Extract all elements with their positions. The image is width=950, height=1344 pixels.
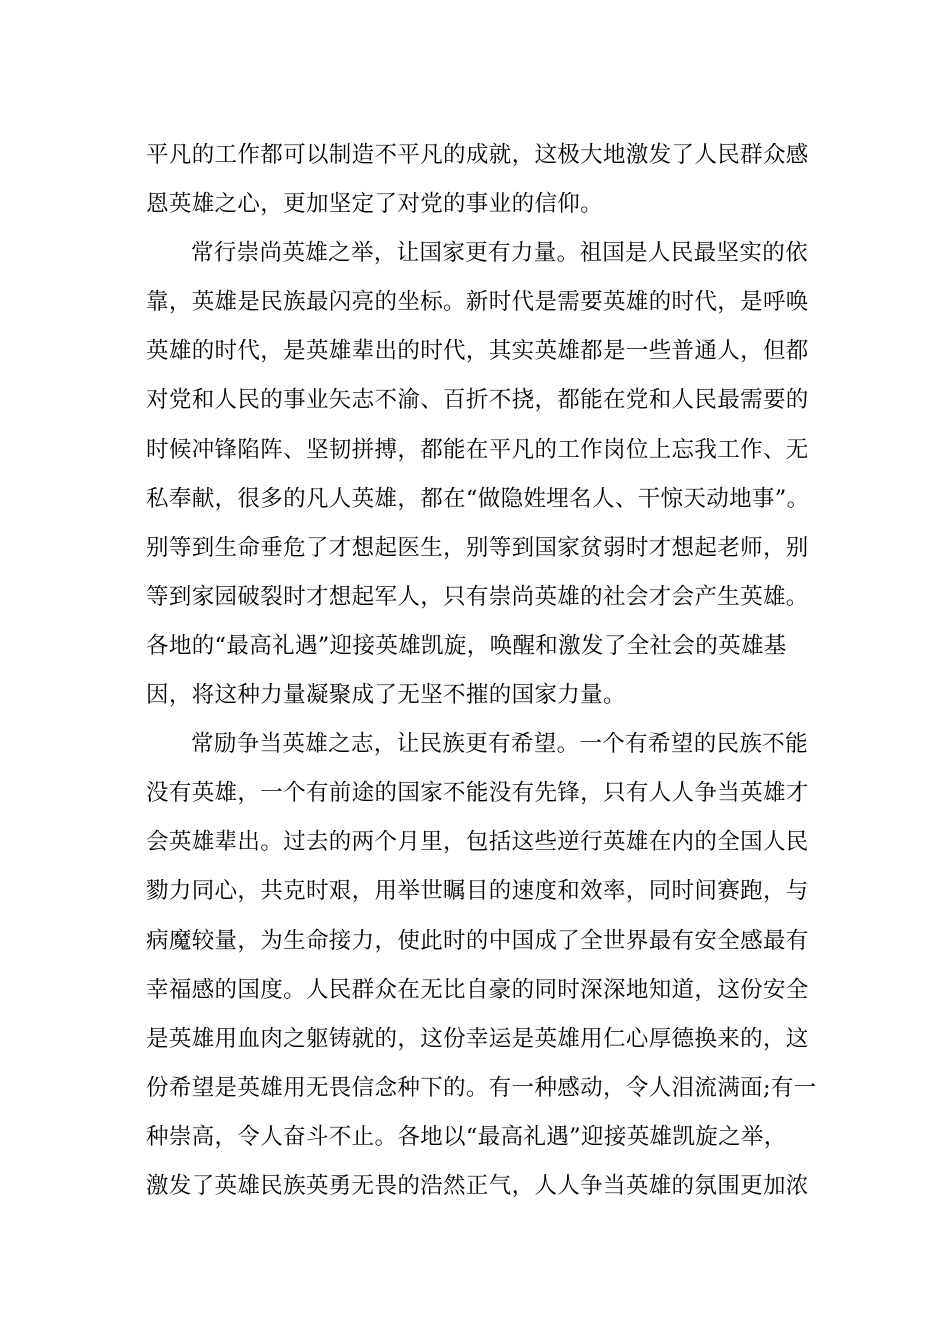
text-line: 对党和人民的事业矢志不渝、百折不挠，都能在党和人民最需要的 [146,387,809,414]
body-text [146,131,826,1211]
text-line: 恩英雄之心，更加坚定了对党的事业的信仰。 [146,191,604,218]
text-line: 各地的“最高礼遇”迎接英雄凯旋，唤醒和激发了全社会的英雄基 [146,632,787,659]
paragraph-start-line: 常励争当英雄之志，让民族更有希望。一个有希望的民族不能 [191,731,808,758]
text-line: 靠，英雄是民族最闪亮的坐标。新时代是需要英雄的时代，是呼唤 [146,289,809,316]
text-line: 因，将这种力量凝聚成了无坚不摧的国家力量。 [146,682,626,709]
text-line: 种崇高，令人奋斗不止。各地以“最高礼遇”迎接英雄凯旋之举， [146,1123,787,1150]
text-line: 是英雄用血肉之躯铸就的，这份幸运是英雄用仁心厚德换来的，这 [146,1025,809,1052]
text-line: 会英雄辈出。过去的两个月里，包括这些逆行英雄在内的全国人民 [146,829,809,856]
text-line: 平凡的工作都可以制造不平凡的成就，这极大地激发了人民群众感 [146,142,809,168]
text-line: 勠力同心，共克时艰，用举世瞩目的速度和效率，同时间赛跑，与 [146,878,809,905]
text-line: 幸福感的国度。人民群众在无比自豪的同时深深地知道，这份安全 [146,976,809,1003]
text-line: 份希望是英雄用无畏信念种下的。有一种感动，令人泪流满面;有一 [146,1074,817,1101]
text-line: 没有英雄，一个有前途的国家不能没有先锋，只有人人争当英雄才 [146,780,809,807]
text-line: 病魔较量，为生命接力，使此时的中国成了全世界最有安全感最有 [146,927,809,954]
text-line: 等到家园破裂时才想起军人，只有崇尚英雄的社会才会产生英雄。 [146,583,809,610]
paragraph-start-line: 常行崇尚英雄之举，让国家更有力量。祖国是人民最坚实的依 [191,240,808,267]
text-line: 私奉献，很多的凡人英雄，都在“做隐姓埋名人、干惊天动地事”。 [146,485,810,512]
text-line: 激发了英雄民族英勇无畏的浩然正气，人人争当英雄的氛围更加浓 [146,1172,809,1199]
text-line: 别等到生命垂危了才想起医生，别等到国家贫弱时才想起老师，别 [146,534,809,561]
text-line: 时候冲锋陷阵、坚韧拼搏，都能在平凡的工作岗位上忘我工作、无 [146,436,809,463]
text-line: 英雄的时代，是英雄辈出的时代，其实英雄都是一些普通人，但都 [146,338,809,365]
